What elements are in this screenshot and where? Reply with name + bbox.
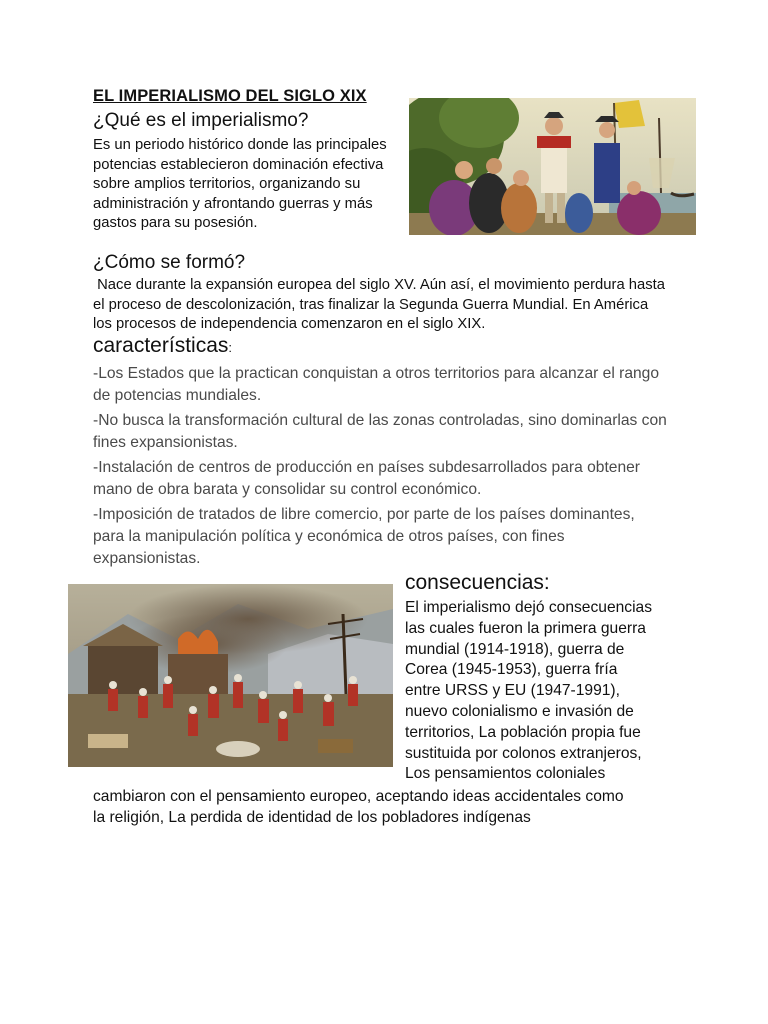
- consecuencias-line: El imperialismo dejó consecuencias: [405, 599, 653, 616]
- caracteristica-item: -No busca la transformación cultural de las zonas controladas, sino dominarlas con fines expansionistas.: [93, 412, 667, 451]
- heading-caracteristicas-text: características: [93, 334, 229, 357]
- explorers-painting: [409, 98, 696, 235]
- paragraph-como-se-formo: Nace durante la expansión europea del siglo XV. Aún así, el movimiento perdura hasta el proceso de descolonización, tras finalizar la Segunda Guerra Mundial. En América los procesos de independencia comenzaron en el siglo XIX.: [93, 277, 670, 332]
- consecuencias-text-beside-image: [405, 598, 705, 785]
- consecuencias-text-full-width: [93, 786, 713, 828]
- consecuencias-line: sustituida por colonos extranjeros,: [405, 744, 642, 762]
- heading-caracteristicas: [93, 334, 232, 358]
- caracteristicas-list: [93, 363, 668, 573]
- caracteristica-item: -Instalación de centros de producción en países subdesarrollados para obtener mano de obra barata y consolidar su control económico.: [93, 459, 640, 498]
- consecuencias-line: cambiaron con el pensamiento europeo, aceptando ideas accidentales como: [93, 788, 624, 805]
- consecuencias-line: entre URSS y EU (1947-1991),: [405, 682, 620, 700]
- consecuencias-line: mundial (1914-1918), guerra de: [405, 640, 625, 658]
- caracteristica-item: -Imposición de tratados de libre comercio, por parte de los países dominantes, para la manipulación política y económica de otros países, con fines expansionistas.: [93, 506, 635, 567]
- document-title: EL IMPERIALISMO DEL SIGLO XIX: [93, 87, 367, 105]
- heading-caracteristicas-colon: :: [228, 340, 232, 355]
- consecuencias-line: territorios, La población propia fue: [405, 723, 641, 741]
- heading-que-es: ¿Qué es el imperialismo?: [93, 110, 309, 131]
- paragraph-que-es: Es un periodo histórico donde las principales potencias establecieron dominación efectiva sobre amplios territorios, organizando su administración y afrontando guerras y más gastos para su posesión.: [93, 137, 387, 231]
- consecuencias-line: nuevo colonialismo e invasión de: [405, 702, 634, 720]
- heading-como-se-formo: ¿Cómo se formó?: [93, 252, 246, 273]
- consecuencias-line: las cuales fueron la primera guerra: [405, 619, 646, 637]
- heading-consecuencias: consecuencias:: [405, 571, 550, 594]
- consecuencias-line: Corea (1945-1953), guerra fría: [405, 661, 618, 679]
- battle-painting: [68, 584, 393, 767]
- consecuencias-line: la religión, La perdida de identidad de los pobladores indígenas: [93, 809, 531, 826]
- caracteristica-item: -Los Estados que la practican conquistan a otros territorios para alcanzar el rango de potencias mundiales.: [93, 365, 660, 404]
- consecuencias-line: Los pensamientos coloniales: [405, 765, 606, 783]
